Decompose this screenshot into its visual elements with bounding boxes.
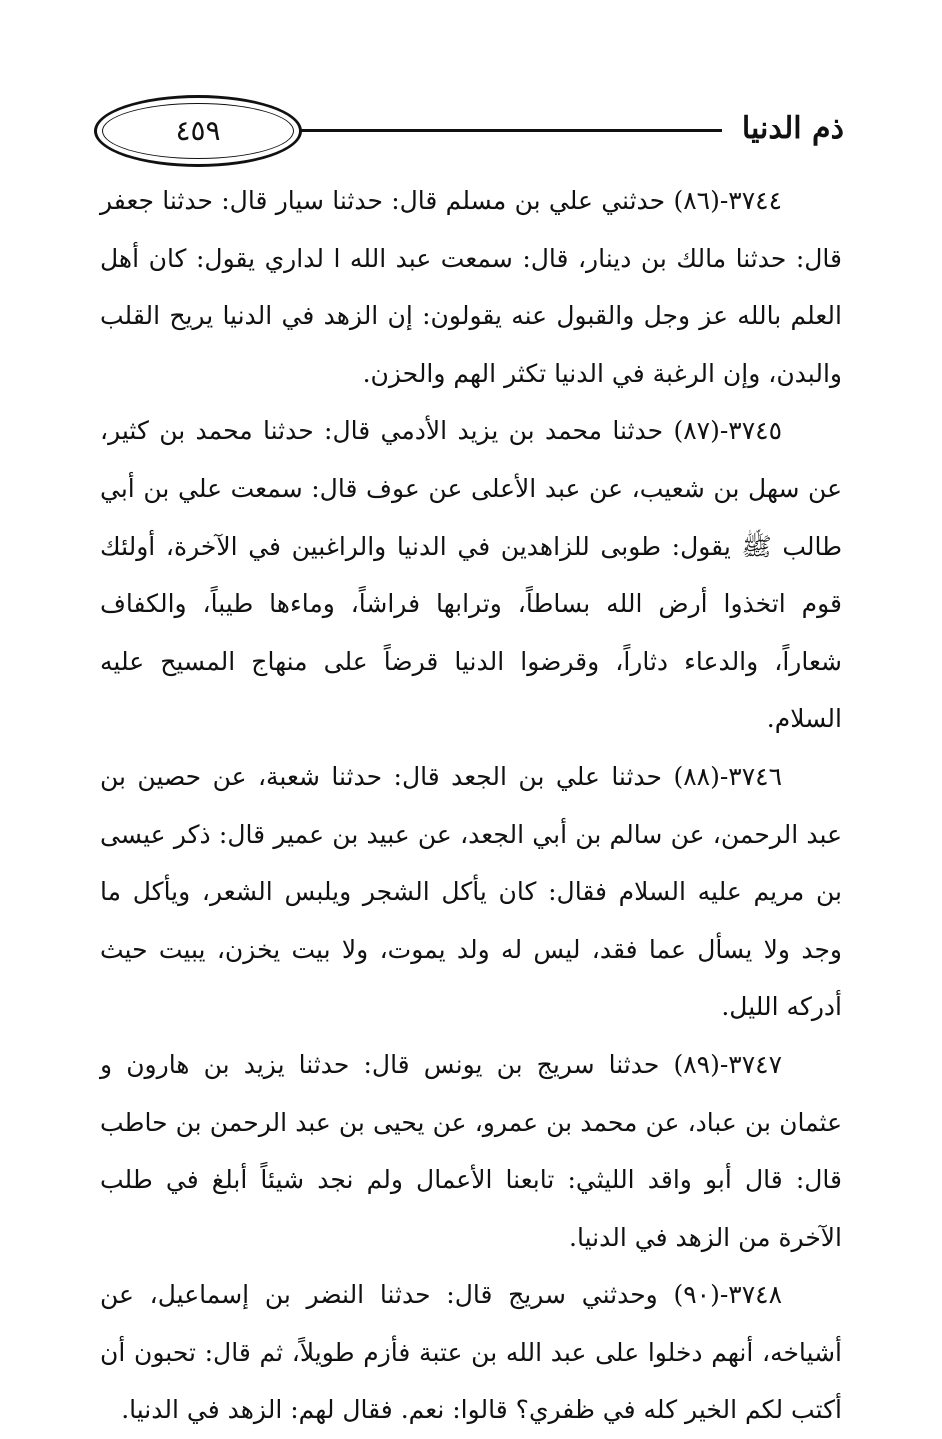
header-rule — [300, 129, 722, 132]
paragraph-3748 — [100, 1266, 842, 1439]
body-text — [100, 172, 842, 1439]
hadith-number: ٣٧٤٨-(٩٠) — [673, 1280, 782, 1310]
paragraph-text: حدثنا سريج بن يونس قال: حدثنا يزيد بن هارون و عثمان بن عباد، عن محمد بن عمرو، عن يحيى بن عبد الرحمن بن حاطب قال: قال أبو واقد الليثي: تابعنا الأعمال ولم نجد شيئاً أبلغ في طلب الآخرة من الزهد في الدنيا. — [100, 1049, 842, 1252]
paragraph-text: حدثني علي بن مسلم قال: حدثنا سيار قال: حدثنا جعفر قال: حدثنا مالك بن دينار، قال: سمعت عبد الله ا لداري يقول: كان أهل العلم بالله عز وجل والقبول عنه يقولون: إن الزهد في الدنيا يريح القلب والبدن، وإن الرغبة في الدنيا تكثر الهم والحزن. — [100, 186, 842, 388]
hadith-number: ٣٧٤٥-(٨٧) — [673, 416, 782, 446]
hadith-number: ٣٧٤٤-(٨٦) — [673, 186, 782, 215]
paragraph-text: حدثنا محمد بن يزيد الأدمي قال: حدثنا محمد بن كثير، عن سهل بن شعيب، عن عبد الأعلى عن عوف قال: سمعت علي بن أبي طالب ﷺ يقول: طوبى للزاهدين في الدنيا والراغبين في الآخرة، أولئك قوم اتخذوا أرض الله بساطاً، وترابها فراشاً، وماءها طيباً، والكفاف شعاراً، والدعاء دثاراً، وقرضوا الدنيا قرضاً على منهاج المسيح عليه السلام. — [100, 416, 843, 734]
paragraph-3745 — [100, 402, 842, 748]
running-title: ذم الدنيا — [741, 111, 844, 146]
paragraph-3744 — [100, 172, 842, 402]
paragraph-text: وحدثني سريج قال: حدثنا النضر بن إسماعيل، عن أشياخه، أنهم دخلوا على عبد الله بن عتبة فأزم طويلاً، ثم قال: تحبون أن أكتب لكم الخير كله في ظفري؟ قالوا: نعم. فقال لهم: الزهد في الدنيا. — [100, 1280, 842, 1425]
page-number: ٤٥٩ — [175, 114, 221, 147]
paragraph-3746 — [100, 748, 842, 1036]
page-number-oval — [94, 95, 302, 167]
paragraph-3747 — [100, 1036, 842, 1266]
paragraph-text: حدثنا علي بن الجعد قال: حدثنا شعبة، عن حصين بن عبد الرحمن، عن سالم بن أبي الجعد، عن عبيد بن عمير قال: ذكر عيسى بن مريم عليه السلام فقال: كان يأكل الشجر ويلبس الشعر، ويأكل ما وجد ولا يسأل عما فقد، ليس له ولد يموت، ولا بيت يخزن، يبيت حيث أدركه الليل. — [100, 761, 842, 1022]
page-header — [92, 95, 844, 170]
hadith-number: ٣٧٤٦-(٨٨) — [673, 761, 782, 791]
hadith-number: ٣٧٤٧-(٨٩) — [673, 1049, 782, 1079]
